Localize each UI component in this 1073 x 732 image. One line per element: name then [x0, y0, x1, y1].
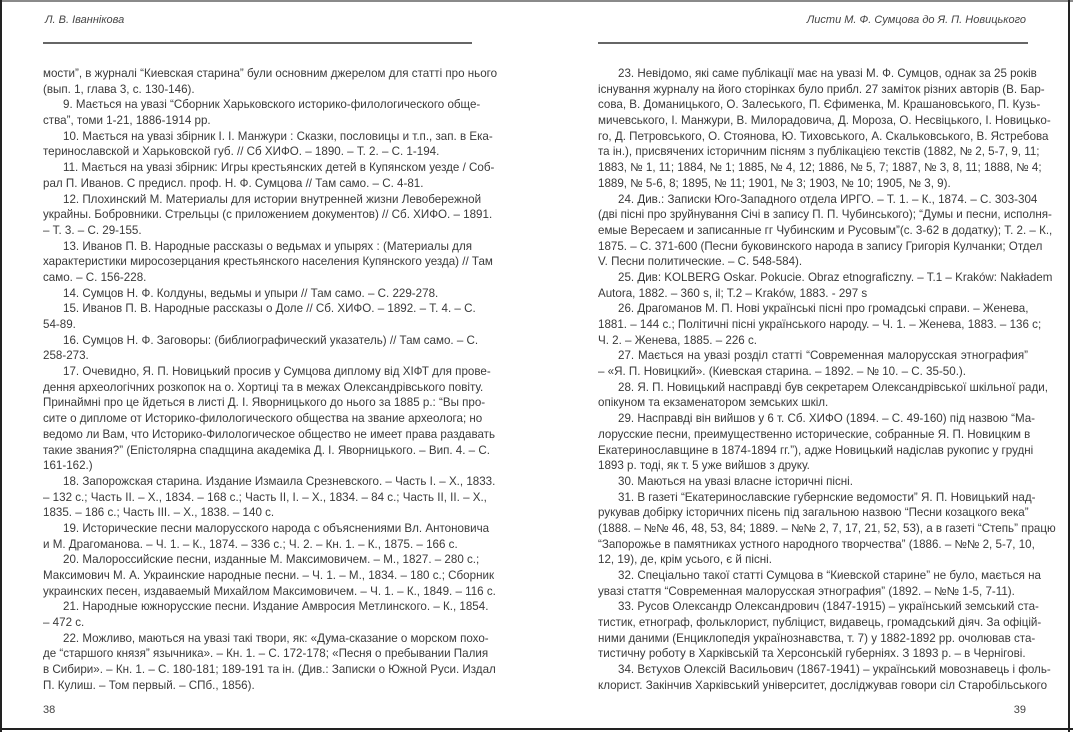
footnote-paragraph — [598, 348, 1028, 379]
text-line: мичевського, І. Манжури, В. Милорадовича, Д. Мороза, О. Несвіцького, І. Новицько- — [598, 114, 1051, 128]
text-line: 258-273. — [43, 349, 89, 363]
footnote-paragraph — [598, 474, 1028, 490]
text-line: Принаймні про це йдеться в листі Д. І. Яворницького до нього за 1885 р.: “Вы про- — [43, 396, 486, 410]
text-line: 30. Маються на увазі власне історичні пісні. — [618, 474, 853, 488]
text-line: (1888. – №№ 46, 48, 53, 84; 1889. – №№ 2, 7, 17, 21, 52, 53), а в газеті “Степь” працю — [598, 521, 1056, 535]
footnote-paragraph — [43, 521, 490, 552]
text-line: 17. Очевидно, Я. П. Новицький просив у Сумцова диплому від ХІФТ для прове- — [63, 365, 491, 379]
text-line: сите о дипломе от Историко-филологического общества на звание археолога; но — [43, 412, 483, 426]
text-line: 27. Мається на увазі розділ статті “Современная малорусская этнография” — [618, 349, 1028, 363]
header-rule — [43, 42, 472, 44]
footnote-paragraph — [598, 270, 1053, 301]
text-line: сова, В. Доманицького, О. Залеського, П. Єфименка, М. Крашановського, П. Кузь- — [598, 98, 1041, 112]
text-line: мости”, в журналі “Киевская старина” були основним джерелом для статті про нього — [43, 67, 498, 80]
text-line: 54-89. — [43, 318, 76, 331]
text-line: 28. Я. П. Новицький насправді був секретарем Олександрівської шкільної ради, — [618, 380, 1048, 394]
text-line: 12, 19), де, крім усього, є й пісні. — [598, 553, 772, 567]
text-line: 25. Див: KOLBERG Oskar. Pokucie. Obraz etnograficzny. – T.1 – Kraków: Nakładem — [618, 270, 1053, 284]
running-head-author: Л. В. Іваннікова — [45, 14, 125, 26]
footnote-paragraph — [43, 97, 481, 128]
footnotes-body — [43, 66, 498, 694]
footnote-paragraph — [43, 474, 496, 521]
text-line: Autora, 1882. – 360 s, il; T.2 – Kraków, 1883. - 297 s — [598, 286, 868, 300]
footnote-paragraph — [43, 239, 493, 286]
page-number: 39 — [1013, 704, 1026, 716]
text-line: 1835. – 186 с.; Часть III. – Х., 1838. – 140 с. — [43, 506, 275, 520]
footnote-paragraph — [43, 160, 495, 191]
footnote-paragraph — [43, 66, 498, 97]
text-line: теринославской и Харьковской губ. // Сб ХИФО. – 1890. – Т. 2. – С. 1-194. — [43, 145, 440, 159]
footnote-paragraph — [43, 552, 496, 599]
text-line: тистичну роботу в Харківській та Херсонській губерніях. З 1893 р. – в Чернігові. — [598, 647, 1026, 661]
footnote-paragraph — [598, 380, 1048, 411]
text-line: Екатеринославщине в 1874-1894 гг.”), адже Новицький надіслав рукопис у грудні — [598, 443, 1034, 457]
footnote-paragraph — [43, 364, 496, 474]
text-line: 29. Насправді він вийшов у 6 т. Сб. ХИФО (1894. – С. 49-160) під назвою “Ма- — [618, 412, 1036, 426]
text-line: V. Песни политические. – С. 548-584). — [598, 255, 803, 269]
footnotes-body — [598, 66, 1056, 694]
footnote-paragraph — [43, 129, 493, 160]
text-line: П. Кулиш. – Том первый. – СПб., 1856). — [43, 678, 255, 692]
text-line: 12. Плохинский М. Материалы для истории внутренней жизни Левобережной — [63, 192, 482, 206]
footnote-paragraph — [598, 662, 1051, 693]
right-page — [598, 0, 1056, 732]
text-line: 22. Можливо, маються на увазі такі твори, як: «Дума-сказание о морском похо- — [63, 631, 489, 645]
footnote-paragraph — [43, 192, 493, 239]
footnote-paragraph — [43, 286, 472, 302]
text-line: увазі стаття “Современная малорусская этнография” (1892. – №№ 1-5, 7-11). — [598, 584, 1015, 598]
text-line: опікуном та екзаменатором земських шкіл. — [598, 396, 829, 410]
text-line: Максимович М. А. Украинские народные песни. – Ч. 1. – М., 1834. – 180 с.; Сборник — [43, 569, 495, 582]
footnote-paragraph — [598, 66, 1051, 192]
text-line: дення археологічних розкопок на о. Хортиці та в межах Олександрівського повіту. — [43, 380, 484, 394]
text-line: де “старшого князя” язычника». – Кн. 1. – С. 172-178; «Песня о пребывании Палия — [43, 647, 489, 661]
text-line: тистик, етнограф, фольклорист, публіцист, видавець, громадський діяч. За офіцій- — [598, 616, 1042, 630]
text-line: “Запорожье в памятниках устного народного творчества” (1886. – №№ 2, 5-7, 10, — [598, 537, 1035, 551]
text-line: 1893 р. тоді, як т. 5 уже вийшов з друку. — [598, 459, 810, 473]
header-rule — [598, 42, 1028, 44]
text-line: 34. Вєтухов Олексій Васильович (1867-1941) – український мовознавець і фоль- — [618, 663, 1051, 677]
text-line: 19. Исторические песни малорусского народа с объяснениями Вл. Антоновича — [63, 521, 490, 535]
text-line: рукував добірку історичних пісень під загальною назвою “Песни козацкого века” — [598, 506, 1029, 520]
text-line: 20. Малороссийские песни, изданные М. Максимовичем. – М., 1827. – 280 с.; — [63, 553, 480, 567]
frame-left-border — [0, 0, 2, 732]
text-line: лорусские песни, преимущественно исторические, собранные Я. П. Новицким в — [598, 427, 1031, 441]
text-line: (дві пісні про зруйнування Січі в запису П. П. Чубинського); “Думы и песни, исполня- — [598, 208, 1052, 222]
page-number: 38 — [43, 704, 56, 716]
text-line: 13. Иванов П. В. Народные рассказы о ведьмах и упырях : (Материалы для — [63, 239, 472, 253]
text-line: 16. Сумцов Н. Ф. Заговоры: (библиографический указатель) // Там само. – С. — [63, 333, 479, 347]
text-line: украинских песен, издаваемый Михайлом Максимовичем. – Ч. 1. – К., 1849. – 116 с. — [43, 584, 496, 598]
text-line: та ін.), присвячених історичним пісням з публікацією текстів (1882, № 2, 5-7, 9, 11; — [598, 145, 1040, 159]
footnote-paragraph — [43, 599, 489, 630]
text-line: 1881. – 144 с.; Політичні пісні українського народу. – Ч. 1. – Женева, 1883. – 136 с; — [598, 318, 1042, 331]
text-line: 161-162.) — [43, 459, 93, 473]
footnote-paragraph — [598, 599, 1042, 662]
text-line: 26. Драгоманов М. П. Нові українські пісні про громадські справи. – Женева, — [618, 302, 1029, 316]
text-line: 21. Народные южнорусские песни. Издание Амвросия Метлинского. – К., 1854. — [63, 600, 489, 614]
text-line: існування журналу на його сторінках було прибл. 27 заміток різних авторів (В. Бар- — [598, 82, 1045, 96]
text-line: 14. Сумцов Н. Ф. Колдуны, ведьмы и упыри // Там само. – С. 229-278. — [63, 286, 439, 300]
text-line: украйны. Бобровники. Стрельцы (с приложением документов) // Сб. ХИФО. – 1891. — [43, 208, 493, 222]
text-line: характеристики миросозерцания крестьянского населения Купянского уезда) // Там — [43, 255, 493, 269]
text-line: 33. Русов Олександр Олександрович (1847-1915) – український земський ста- — [618, 600, 1039, 614]
footnote-paragraph — [598, 411, 1036, 474]
text-line: 31. В газеті “Екатеринославские губернские ведомости” Я. П. Новицький над- — [618, 490, 1036, 504]
text-line: – 132 с.; Часть II. – Х., 1834. – 168 с.; Часть II, I. – Х., 1834. – 84 с.; Часть II, II. – Х., — [43, 490, 487, 504]
text-line: 1889, № 5-6, 8; 1895, № 11; 1901, № 3; 1903, № 10; 1905, № 3, 9). — [598, 176, 951, 190]
footnote-paragraph — [43, 631, 496, 694]
text-line: 23. Невідомо, які саме публікації має на увазі М. Ф. Сумцов, однак за 25 років — [618, 67, 1037, 80]
text-line: Ч. 2. – Женева, 1885. – 226 с. — [598, 333, 757, 347]
text-line: 1883, № 1, 11; 1884, № 1; 1885, № 4, 12; 1886, № 5, 7; 1887, № 3, 8, 11; 1888, № 4; — [598, 161, 1042, 175]
text-line: в Сибири». – Кн. 1. – С. 180-181; 189-191 та ін. (Див.: Записки о Южной Руси. Издал — [43, 663, 496, 677]
footnote-paragraph — [598, 301, 1042, 348]
text-line: такие звания?” (Епістолярна спадщина академіка Д. І. Яворницького. – Вип. 4. – С. — [43, 443, 490, 457]
text-line: го, Д. Петровського, О. Стоянова, Ю. Тиховського, А. Скальковського, В. Ястребова — [598, 129, 1049, 143]
left-page — [43, 0, 498, 732]
text-line: – 472 с. — [43, 616, 85, 630]
text-line: емые Вересаем и записанные гг Чубинским и Русовым”(с. 3-62 в додатку); Т. 2. – К., — [598, 223, 1053, 237]
footnote-paragraph — [598, 490, 1056, 568]
text-line: 24. Див.: Записки Юго-Западного отдела ИРГО. – Т. 1. – К., 1874. – С. 303-304 — [618, 192, 1038, 206]
text-line: клорист. Закінчив Харківський університет, досліджував говори сіл Старобільського — [598, 678, 1048, 692]
text-line: ства”, томи 1-21, 1886-1914 рр. — [43, 114, 211, 128]
text-line: 32. Спеціально такої статті Сумцова в “Киевской старине” не було, мається на — [618, 569, 1041, 582]
text-line: 10. Мається на увазі збірник І. І. Манжури : Сказки, пословицы и т.п., зап. в Ека- — [63, 129, 493, 143]
text-line: 15. Иванов П. В. Народные рассказы о Доле // Сб. ХИФО. – 1892. – Т. 4. – С. — [63, 302, 476, 316]
text-line: ними даними (Енциклопедія українознавства, т. 7) у 1882-1892 рр. очолював ста- — [598, 631, 1036, 645]
frame-right-border — [1068, 0, 1070, 732]
text-line: (вып. 1, глава 3, с. 130-146). — [43, 82, 195, 96]
text-line: 1875. – С. 371-600 (Песни буковинского народа в запису Григорія Кулчанки; Отдел — [598, 239, 1043, 253]
text-line: 11. Мається на увазі збірник: Игры крестьянских детей в Купянском уезде / Соб- — [63, 161, 495, 175]
text-line: 18. Запорожская старина. Издание Измаила Срезневского. – Часть I. – Х., 1833. — [63, 474, 496, 488]
text-line: и М. Драгоманова. – Ч. 1. – К., 1874. – 336 с.; Ч. 2. – Кн. 1. – К., 1875. – 166 с. — [43, 537, 458, 551]
running-head-title: Листи М. Ф. Сумцова до Я. П. Новицького — [806, 14, 1026, 26]
footnote-paragraph — [43, 301, 476, 332]
text-line: 9. Мається на увазі “Сборник Харьковского историко-филологического обще- — [63, 98, 481, 112]
footnote-paragraph — [598, 568, 1041, 599]
text-line: – «Я. П. Новицкий». (Киевская старина. – 1892. – № 10. – С. 35-50.). — [598, 365, 967, 379]
footnote-paragraph — [43, 333, 479, 364]
text-line: рал П. Иванов. С предисл. проф. Н. Ф. Сумцова // Там само. – С. 4-81. — [43, 176, 424, 190]
text-line: – Т. 3. – С. 29-155. — [43, 223, 142, 237]
text-line: ведомо ли Вам, что Историко-Филологическое общество не имеет права раздавать — [43, 427, 496, 441]
text-line: само. – С. 156-228. — [43, 270, 147, 284]
footnote-paragraph — [598, 192, 1053, 270]
